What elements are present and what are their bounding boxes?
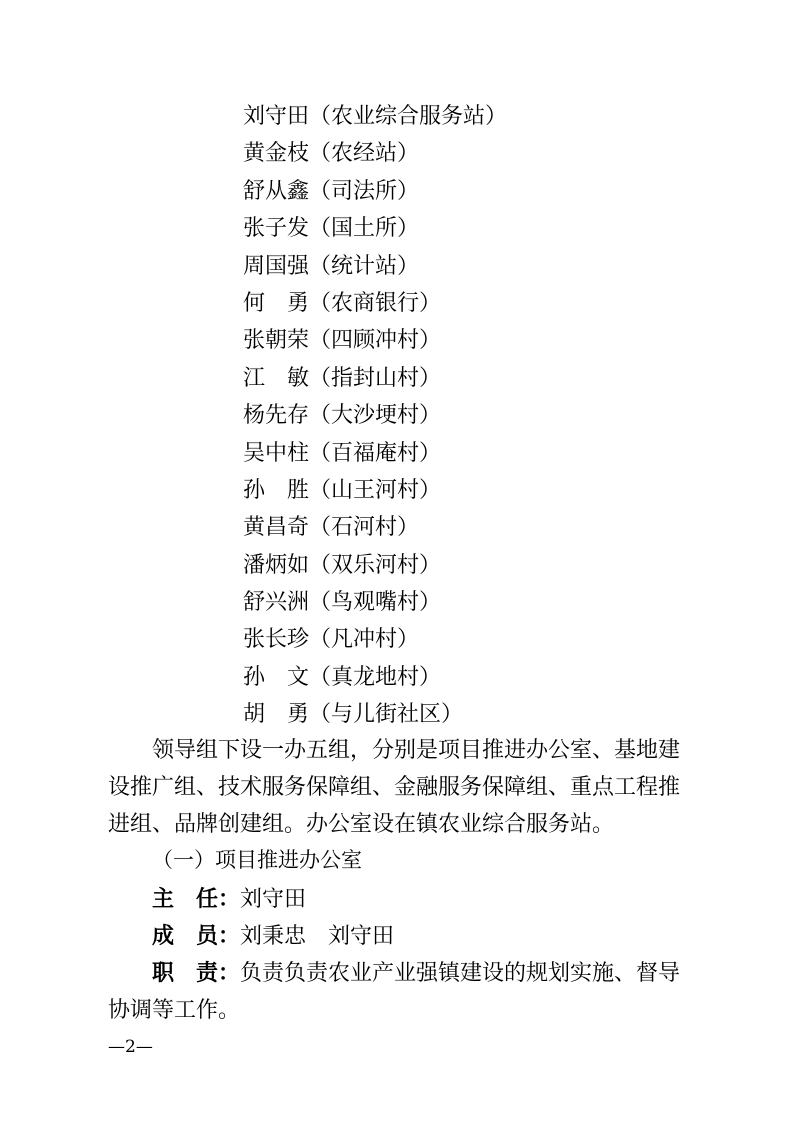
member-unit: （鸟观嘴村）: [309, 590, 442, 616]
member-item: [243, 696, 507, 733]
member-item: [243, 472, 507, 509]
duty-paragraph: [108, 955, 698, 1029]
member-name: 张长珍: [243, 627, 310, 653]
member-name: 周国强: [243, 253, 310, 279]
member-name: 黄昌奇: [243, 515, 310, 541]
member-unit: （司法所）: [309, 178, 420, 204]
member-unit: （大沙埂村）: [309, 403, 442, 429]
member-item: [243, 360, 507, 397]
member-unit: （真龙地村）: [309, 664, 442, 690]
member-name: 黄金枝: [243, 141, 310, 167]
member-unit: （指封山村）: [309, 365, 442, 391]
member-item: [243, 210, 507, 247]
director-label: 主 任：: [152, 887, 241, 912]
member-unit: （山王河村）: [309, 477, 442, 503]
duty-label: 职 责：: [152, 961, 241, 986]
member-name: 孙 文: [243, 664, 310, 690]
member-unit: （国土所）: [309, 216, 420, 242]
member-item: [243, 135, 507, 172]
member-unit: （石河村）: [309, 515, 420, 541]
members-line: [152, 918, 394, 955]
member-unit: （农经站）: [309, 141, 420, 167]
members-value: 刘秉忠 刘守田: [240, 924, 395, 949]
member-name: 刘守田: [243, 104, 310, 129]
members-label: 成 员：: [152, 924, 241, 949]
member-list: [243, 98, 507, 734]
member-item: [243, 322, 507, 359]
duty-value: 负责负责农业产业强镇建设的规划实施、督导协调等工作。: [108, 961, 681, 1023]
intro-paragraph: 领导组下设一办五组，分别是项目推进办公室、基地建设推广组、技术服务保障组、金融服务保障组、重点工程推进组、品牌创建组。办公室设在镇农业综合服务站。: [108, 738, 681, 837]
member-item: [243, 173, 507, 210]
member-name: 孙 胜: [243, 477, 310, 503]
member-unit: （统计站）: [309, 253, 420, 279]
member-name: 胡 勇: [243, 702, 310, 728]
member-name: 潘炳如: [243, 552, 310, 578]
member-name: 舒从鑫: [243, 178, 310, 204]
member-item: [243, 509, 507, 546]
member-item: [243, 98, 507, 135]
member-unit: （农商银行）: [309, 290, 442, 316]
member-unit: （凡冲村）: [309, 627, 420, 653]
member-item: [243, 435, 507, 472]
page-number: —2—: [108, 1037, 153, 1057]
member-name: 何 勇: [243, 290, 310, 316]
director-line: [152, 881, 306, 918]
member-name: 舒兴洲: [243, 590, 310, 616]
member-unit: （双乐河村）: [309, 552, 442, 578]
member-item: [243, 547, 507, 584]
member-unit: （四顾冲村）: [309, 328, 442, 354]
member-item: [243, 584, 507, 621]
member-item: [243, 621, 507, 658]
member-name: 张朝荣: [243, 328, 310, 354]
section-heading: （一）项目推进办公室: [152, 848, 362, 872]
member-item: [243, 285, 507, 322]
member-unit: （与儿街社区）: [309, 702, 464, 728]
member-unit: （农业综合服务站）: [309, 104, 508, 129]
member-item: [243, 659, 507, 696]
director-value: 刘守田: [240, 887, 307, 912]
member-item: [243, 248, 507, 285]
member-name: 吴中柱: [243, 440, 310, 466]
member-name: 杨先存: [243, 403, 310, 429]
member-unit: （百福庵村）: [309, 440, 442, 466]
member-name: 张子发: [243, 216, 310, 242]
member-name: 江 敏: [243, 365, 310, 391]
member-item: [243, 397, 507, 434]
